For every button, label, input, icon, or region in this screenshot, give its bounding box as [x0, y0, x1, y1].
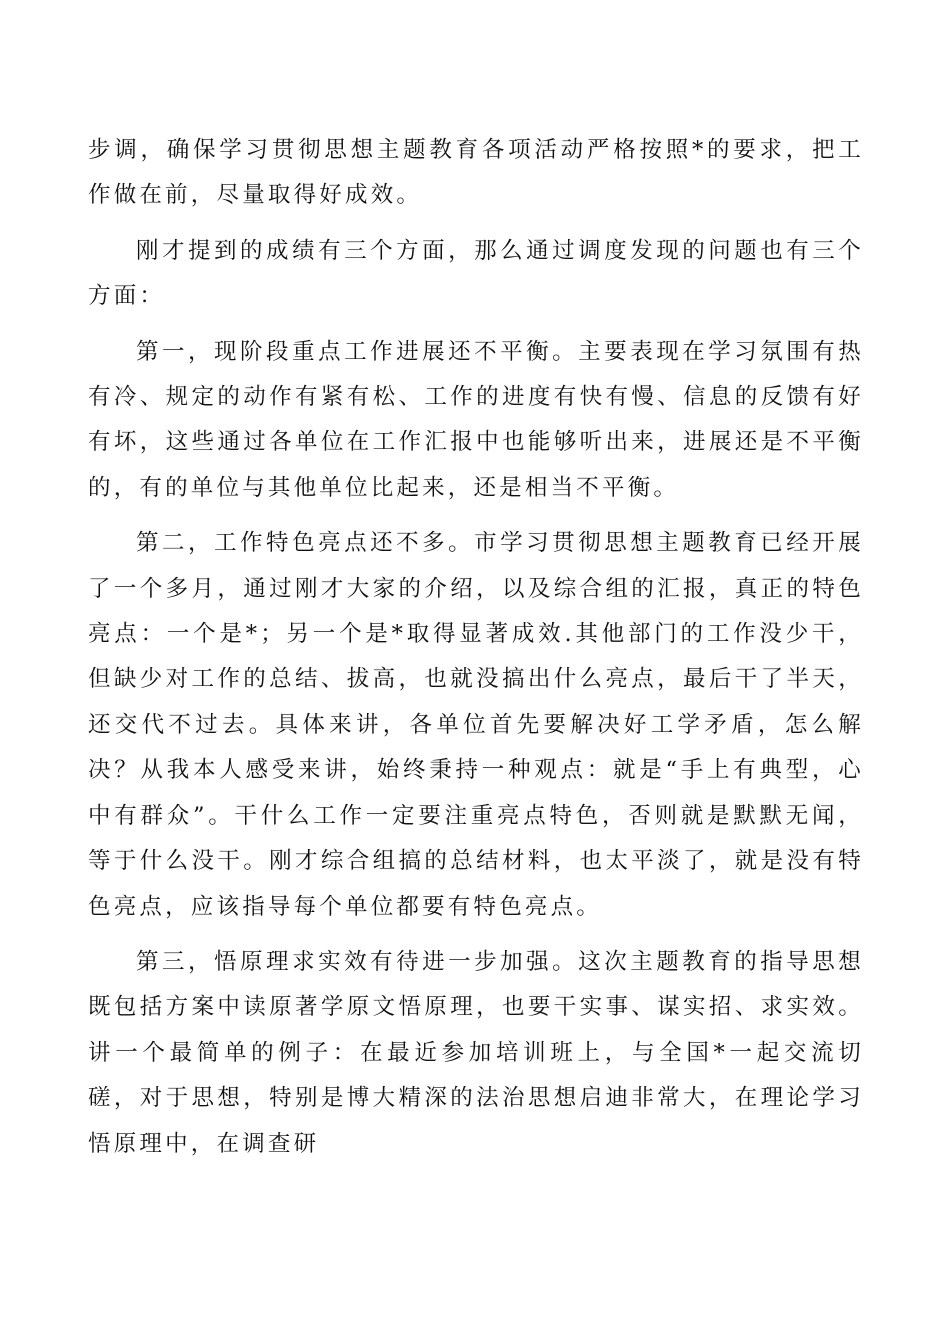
paragraph-2: 刚才提到的成绩有三个方面，那么通过调度发现的问题也有三个方面： — [88, 237, 864, 310]
paragraph-4: 第二，工作特色亮点还不多。市学习贯彻思想主题教育已经开展了一个多月，通过刚才大家的介绍，以及综合组的汇报，真正的特色亮点：一个是*；另一个是*取得显著成效.其他部门的工作没少干，但缺少对工作的总结、拔高，也就没搞出什么亮点，最后干了半天，还交代不过去。具体来讲，各单位首先要解决好工学矛盾，怎么解决？从我本人感受来讲，始终秉持一种观点：就是“手上有典型，心中有群众”。干什么工作一定要注重亮点特色，否则就是默默无闻，等于什么没干。刚才综合组搞的总结材料，也太平淡了，就是没有特色亮点，应该指导每个单位都要有特色亮点。 — [88, 530, 864, 920]
document-page — [88, 128, 864, 1177]
paragraph-3: 第一，现阶段重点工作进展还不平衡。主要表现在学习氛围有热有冷、规定的动作有紧有松、工作的进度有快有慢、信息的反馈有好有坏，这些通过各单位在工作汇报中也能够听出来，进展还是不平衡的，有的单位与其他单位比起来，还是相当不平衡。 — [88, 338, 864, 501]
paragraph-5: 第三，悟原理求实效有待进一步加强。这次主题教育的指导思想既包括方案中读原著学原文悟原理，也要干实事、谋实招、求实效。讲一个最简单的例子：在最近参加培训班上，与全国*一起交流切磋，对于思想，特别是博大精深的法治思想启迪非常大，在理论学习悟原理中，在调查研 — [88, 948, 864, 1157]
paragraph-1: 步调，确保学习贯彻思想主题教育各项活动严格按照*的要求，把工作做在前，尽量取得好成效。 — [88, 137, 864, 209]
